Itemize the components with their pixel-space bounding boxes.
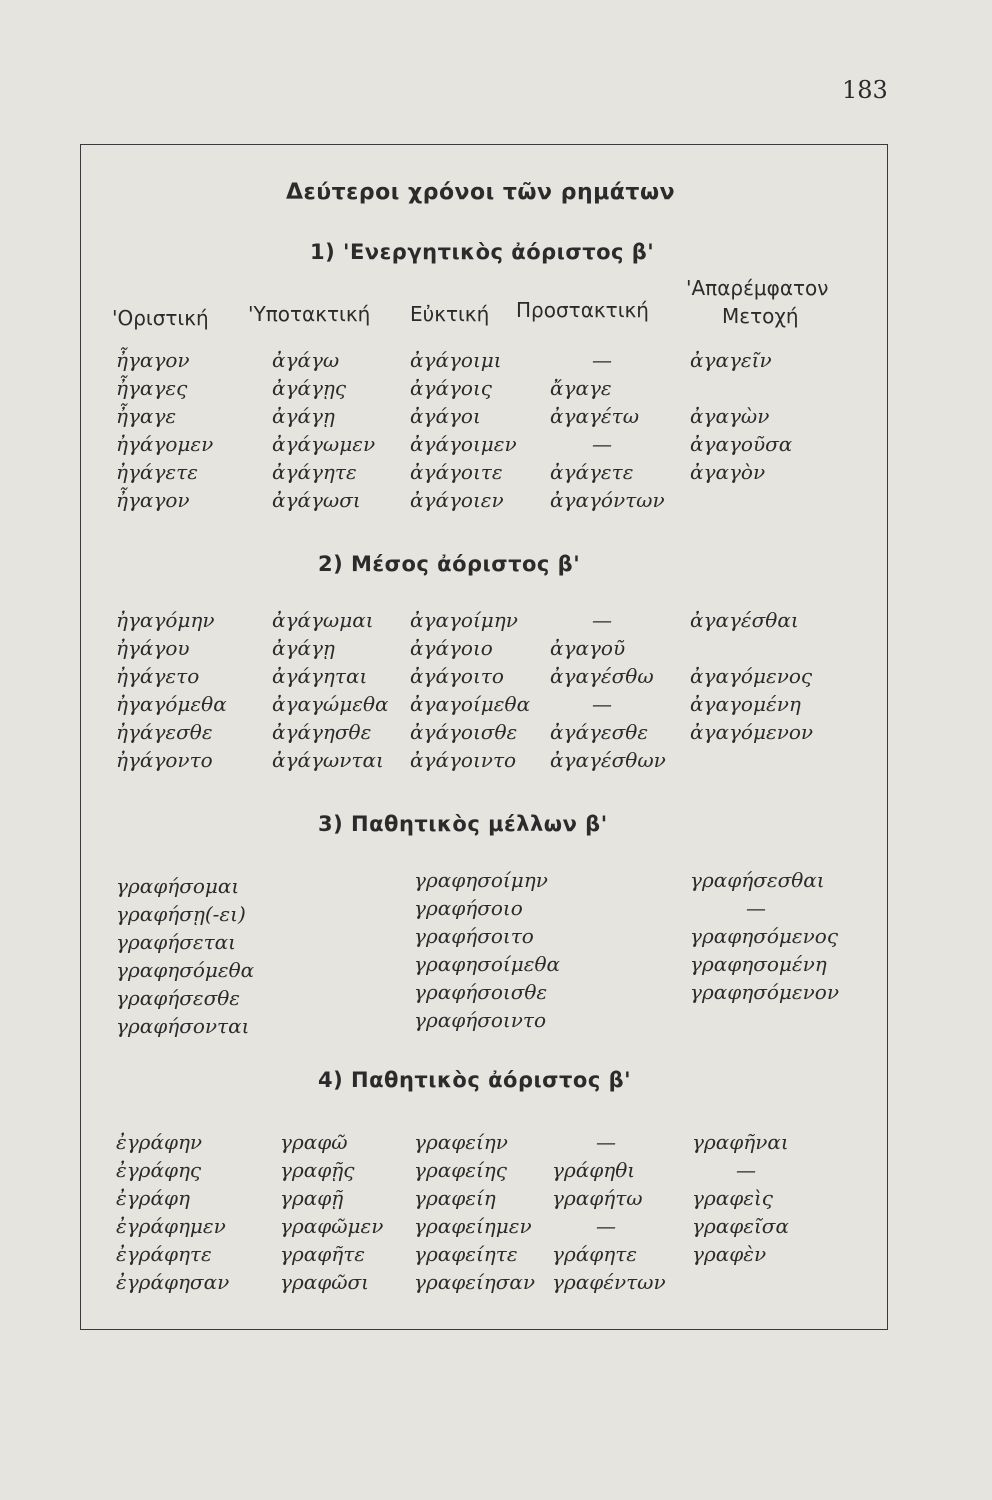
list-item: ἀγάγοιντο	[410, 748, 517, 772]
list-item	[690, 486, 792, 514]
list-item: γραφῆτε	[280, 1242, 365, 1266]
list-item: ἀγάγεσθε	[550, 720, 649, 744]
list-item: ἀγάγῃς	[272, 376, 347, 400]
list-item: ἀγάγοις	[410, 376, 493, 400]
col-header-metochi: Μετοχή	[722, 304, 799, 328]
s1-prostaktiki-column	[550, 346, 665, 514]
list-item	[690, 746, 813, 774]
col-header-ypotaktiki: 'Υποτακτική	[248, 302, 371, 326]
list-item	[690, 634, 813, 662]
list-item: γραφείητε	[414, 1242, 518, 1266]
list-item: ἐγράφην	[116, 1130, 203, 1154]
list-item: γραφήσοιτο	[414, 924, 534, 948]
list-item: —	[592, 348, 612, 372]
list-item: γράφητε	[552, 1242, 637, 1266]
list-item: γραφήσεσθε	[116, 986, 241, 1010]
list-item: ἀγαγόντων	[550, 488, 665, 512]
s4-euktiki-column	[414, 1128, 535, 1296]
list-item: γραφεῖσα	[692, 1214, 789, 1238]
list-item: γραφῶμεν	[280, 1214, 384, 1238]
s1-ypotaktiki-column	[272, 346, 375, 514]
section-2-heading: 2) Μέσος ἀόριστος β'	[318, 552, 581, 576]
s2-euktiki-column	[410, 606, 530, 774]
list-item: γραφῶσι	[280, 1270, 370, 1294]
list-item: γραφὲν	[692, 1242, 767, 1266]
list-item: γραφείημεν	[414, 1214, 532, 1238]
list-item: ἀγάγω	[272, 348, 340, 372]
list-item: —	[592, 608, 612, 632]
list-item: ἀγαγοίμεθα	[410, 692, 531, 716]
list-item: γραφησόμενον	[690, 980, 839, 1004]
list-item: ἐγράφησαν	[116, 1270, 230, 1294]
list-item: ἐγράφημεν	[116, 1214, 226, 1238]
list-item: ἀγαγεῖν	[690, 348, 772, 372]
list-item: —	[746, 896, 766, 920]
list-item: γραφησόμενος	[690, 924, 839, 948]
list-item: ἀγάγωνται	[272, 748, 384, 772]
list-item: ἦγαγον	[116, 348, 190, 372]
page-title: Δεύτεροι χρόνοι τῶν ρημάτων	[286, 180, 676, 205]
s4-ypotaktiki-column	[280, 1128, 383, 1296]
list-item: γραφήσεται	[116, 930, 236, 954]
list-item: γραφεὶς	[692, 1186, 773, 1210]
s4-oristiki-column	[116, 1128, 229, 1296]
list-item: ἀγάγοισθε	[410, 720, 518, 744]
s1-euktiki-column	[410, 346, 517, 514]
s4-prostaktiki-column	[552, 1128, 666, 1296]
list-item: ἦγαγες	[116, 376, 188, 400]
list-item	[692, 1268, 789, 1296]
col-header-aparemfaton: 'Απαρέμφατον	[686, 276, 829, 300]
list-item: ἀγάγωμεν	[272, 432, 376, 456]
list-item: γραφείην	[414, 1130, 508, 1154]
list-item: γραφήτω	[552, 1186, 643, 1210]
list-item: ἀγάγοιμεν	[410, 432, 517, 456]
list-item: ἀγάγωμαι	[272, 608, 374, 632]
col-header-oristiki: 'Οριστική	[112, 306, 209, 330]
list-item: ἦγαγε	[116, 404, 177, 428]
list-item: ἠγάγεσθε	[116, 720, 213, 744]
s3-aparemfaton-metochi-column	[690, 866, 839, 1034]
list-item: γραφήσοιο	[414, 896, 523, 920]
list-item: ἀγαγόμενον	[690, 720, 814, 744]
list-item: γραφησομένη	[690, 952, 827, 976]
list-item: ἐγράφης	[116, 1158, 202, 1182]
list-item: ἠγαγόμεθα	[116, 692, 227, 716]
list-item: γραφῇ	[280, 1186, 344, 1210]
list-item: ἀγαγοίμην	[410, 608, 518, 632]
list-item: ἠγάγοντο	[116, 748, 213, 772]
list-item: ἠγάγομεν	[116, 432, 214, 456]
s1-aparemfaton-metochi-column	[690, 346, 792, 514]
list-item: ἀγάγοι	[410, 404, 481, 428]
list-item: ἠγάγου	[116, 636, 190, 660]
list-item: ἠγάγετε	[116, 460, 198, 484]
list-item: ἀγάγῃ	[272, 404, 335, 428]
list-item: ἀγάγωσι	[272, 488, 361, 512]
list-item: ἄγαγε	[550, 376, 612, 400]
list-item: γραφείης	[414, 1158, 507, 1182]
s3-euktiki-column	[414, 866, 560, 1034]
list-item: γραφέντων	[552, 1270, 666, 1294]
list-item: —	[596, 1130, 616, 1154]
list-item: ἀγαγομένη	[690, 692, 801, 716]
s3-oristiki-column	[116, 872, 254, 1040]
s2-ypotaktiki-column	[272, 606, 389, 774]
list-item: γραφήσεσθαι	[690, 868, 825, 892]
list-item: γραφησόμεθα	[116, 958, 255, 982]
list-item: γράφηθι	[552, 1158, 636, 1182]
list-item: γραφησοίμην	[414, 868, 548, 892]
col-header-prostaktiki: Προστακτική	[516, 298, 649, 322]
s2-aparemfaton-metochi-column	[690, 606, 813, 774]
list-item: γραφήσοιντο	[414, 1008, 547, 1032]
list-item: ἀγάγετε	[550, 460, 634, 484]
list-item: ἀγαγοῦ	[550, 636, 626, 660]
list-item: ἀγάγοιμι	[410, 348, 502, 372]
list-item: ἀγαγέσθων	[550, 748, 666, 772]
list-item: γραφήσομαι	[116, 874, 240, 898]
col-header-euktiki: Εὐκτική	[410, 302, 490, 326]
list-item: ἀγαγώμεθα	[272, 692, 389, 716]
list-item: γραφῶ	[280, 1130, 348, 1154]
s4-aparemfaton-metochi-column	[692, 1128, 789, 1296]
list-item: ἀγαγέσθω	[550, 664, 654, 688]
list-item: ἀγάγητε	[272, 460, 357, 484]
list-item: γραφείησαν	[414, 1270, 536, 1294]
list-item: ἀγαγοῦσα	[690, 432, 793, 456]
list-item: ἀγάγοιτε	[410, 460, 503, 484]
list-item: ἀγάγησθε	[272, 720, 372, 744]
section-4-heading: 4) Παθητικὸς ἀόριστος β'	[318, 1068, 632, 1092]
list-item: ἀγαγὼν	[690, 404, 770, 428]
list-item: γραφήσοισθε	[414, 980, 548, 1004]
list-item: ἀγάγῃ	[272, 636, 335, 660]
list-item: ἀγαγέτω	[550, 404, 640, 428]
list-item: ἀγαγέσθαι	[690, 608, 799, 632]
section-1-heading: 1) 'Ενεργητικὸς ἀόριστος β'	[310, 240, 655, 264]
list-item: γραφήσονται	[116, 1014, 250, 1038]
s2-prostaktiki-column	[550, 606, 666, 774]
list-item: ἠγάγετο	[116, 664, 200, 688]
list-item: γραφησοίμεθα	[414, 952, 561, 976]
list-item: ἀγαγὸν	[690, 460, 766, 484]
s1-oristiki-column	[116, 346, 213, 514]
list-item: ἐγράφη	[116, 1186, 190, 1210]
list-item: ἀγάγοιεν	[410, 488, 504, 512]
list-item: γραφῇς	[280, 1158, 355, 1182]
list-item	[690, 1006, 839, 1034]
list-item: —	[736, 1158, 756, 1182]
list-item: γραφείη	[414, 1186, 496, 1210]
list-item: ἀγάγηται	[272, 664, 368, 688]
list-item: ἀγάγοιτο	[410, 664, 504, 688]
page-number: 183	[842, 76, 888, 104]
list-item: —	[596, 1214, 616, 1238]
list-item: ἦγαγον	[116, 488, 190, 512]
list-item: —	[592, 692, 612, 716]
s2-oristiki-column	[116, 606, 227, 774]
list-item: ἐγράφητε	[116, 1242, 212, 1266]
list-item	[690, 374, 792, 402]
list-item: ἠγαγόμην	[116, 608, 215, 632]
section-3-heading: 3) Παθητικὸς μέλλων β'	[318, 812, 608, 836]
list-item: ἀγάγοιο	[410, 636, 493, 660]
list-item: γραφήσῃ(-ει)	[116, 902, 246, 926]
list-item: ἀγαγόμενος	[690, 664, 813, 688]
list-item: —	[592, 432, 612, 456]
list-item: γραφῆναι	[692, 1130, 789, 1154]
